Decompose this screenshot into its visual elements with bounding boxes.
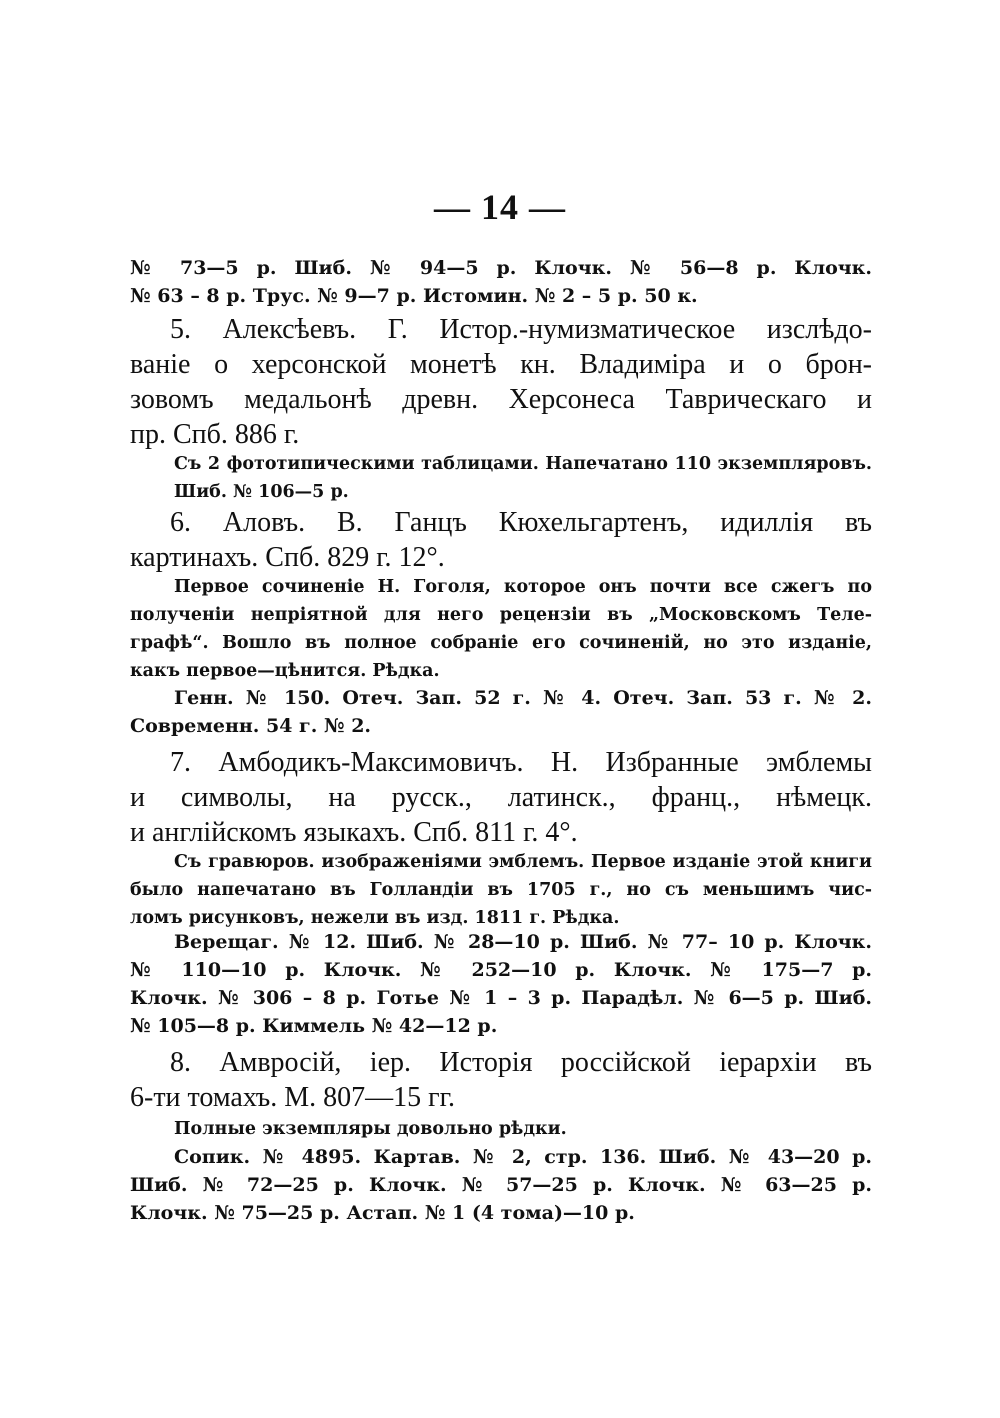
- text-line: № 105—8 р. Киммель № 42—12 р.: [130, 1015, 498, 1037]
- text-line: графѣ“. Вошло въ полное собраніе его сочиненій, но это изданіе,: [130, 633, 872, 653]
- entry-title-line: 5. Алексѣевъ. Г. Истор.-нумизматическое изслѣдо-: [170, 314, 872, 345]
- reference-block: [130, 684, 872, 740]
- entry-title-line: и англійскомъ языкахъ. Спб. 811 г. 4°.: [130, 817, 578, 848]
- text-line: полученіи непріятной для него рецензіи въ „Московскомъ Теле-: [130, 605, 872, 625]
- text-line: ломъ рисунковъ, нежели въ изд. 1811 г. Рѣдка.: [130, 908, 620, 928]
- reference-block: [130, 928, 872, 1040]
- entry-note: [130, 848, 872, 932]
- entry-note: [130, 573, 872, 685]
- text-line: Клочк. № 75—25 р. Астап. № 1 (4 тома)—10 р.: [130, 1202, 635, 1224]
- text-line: было напечатано въ Голландіи въ 1705 г., но съ меньшимъ чис-: [130, 880, 872, 900]
- entry-title-line: зовомъ медальонѣ древн. Херсонеса Таврическаго и: [130, 384, 872, 415]
- text-line: № 73—5 р. Шиб. № 94—5 р. Клочк. № 56—8 р. Клочк.: [130, 257, 872, 279]
- text-line: Генн. № 150. Отеч. Зап. 52 г. № 4. Отеч. Зап. 53 г. № 2.: [174, 687, 872, 709]
- text-line: № 63 – 8 р. Трус. № 9—7 р. Истомин. № 2 – 5 р. 50 к.: [130, 285, 698, 307]
- entry-title-line: ваніе о херсонской монетѣ кн. Владиміра и о брон-: [130, 349, 872, 380]
- text-line: Клочк. № 306 – 8 р. Готье № 1 – 3 р. Парадѣл. № 6—5 р. Шиб.: [130, 987, 872, 1009]
- text-line: Съ 2 фототипическими таблицами. Напечатано 110 экземпляровъ.: [174, 454, 872, 474]
- entry-title-line: 7. Амбодикъ-Максимовичъ. Н. Избранные эмблемы: [170, 747, 872, 778]
- entry-title-line: 6. Аловъ. В. Ганцъ Кюхельгартенъ, идиллія въ: [170, 507, 872, 538]
- bibliography-entry-7: [130, 745, 872, 850]
- bibliography-entry-8: [130, 1045, 872, 1115]
- text-line: Сопик. № 4895. Картав. № 2, стр. 136. Шиб. № 43—20 р.: [174, 1146, 872, 1168]
- reference-block: [130, 254, 872, 310]
- entry-title-line: пр. Спб. 886 г.: [130, 419, 300, 450]
- text-line: Современн. 54 г. № 2.: [130, 715, 372, 737]
- text-line: Шиб. № 106—5 р.: [174, 482, 349, 502]
- text-line: Верещаг. № 12. Шиб. № 28—10 р. Шиб. № 77– 10 р. Клочк.: [174, 931, 872, 953]
- entry-note: [130, 1115, 872, 1143]
- entry-title-line: и символы, на русск., латинск., франц., нѣмецк.: [130, 782, 872, 813]
- text-line: Съ гравюров. изображеніями эмблемъ. Первое изданіе этой книги: [174, 852, 872, 872]
- bibliography-entry-6: [130, 505, 872, 575]
- page-number: — 14 —: [434, 187, 566, 227]
- entry-note: [130, 450, 872, 506]
- entry-title-line: 8. Амвросій, іер. Исторія россійской іерархіи въ: [170, 1047, 872, 1078]
- text-line: Полные экземпляры довольно рѣдки.: [174, 1119, 567, 1139]
- entry-title-line: 6-ти томахъ. М. 807—15 гг.: [130, 1082, 455, 1113]
- text-line: Шиб. № 72—25 р. Клочк. № 57—25 р. Клочк. № 63—25 р.: [130, 1174, 872, 1196]
- reference-block: [130, 1143, 872, 1227]
- text-line: какъ первое—цѣнится. Рѣдка.: [130, 661, 440, 681]
- entry-title-line: картинахъ. Спб. 829 г. 12°.: [130, 542, 445, 573]
- bibliography-entry-5: [130, 312, 872, 452]
- text-line: Первое сочиненіе Н. Гоголя, которое онъ почти все сжегъ по: [174, 577, 872, 597]
- text-line: № 110—10 р. Клочк. № 252—10 р. Клочк. № 175—7 р.: [130, 959, 872, 981]
